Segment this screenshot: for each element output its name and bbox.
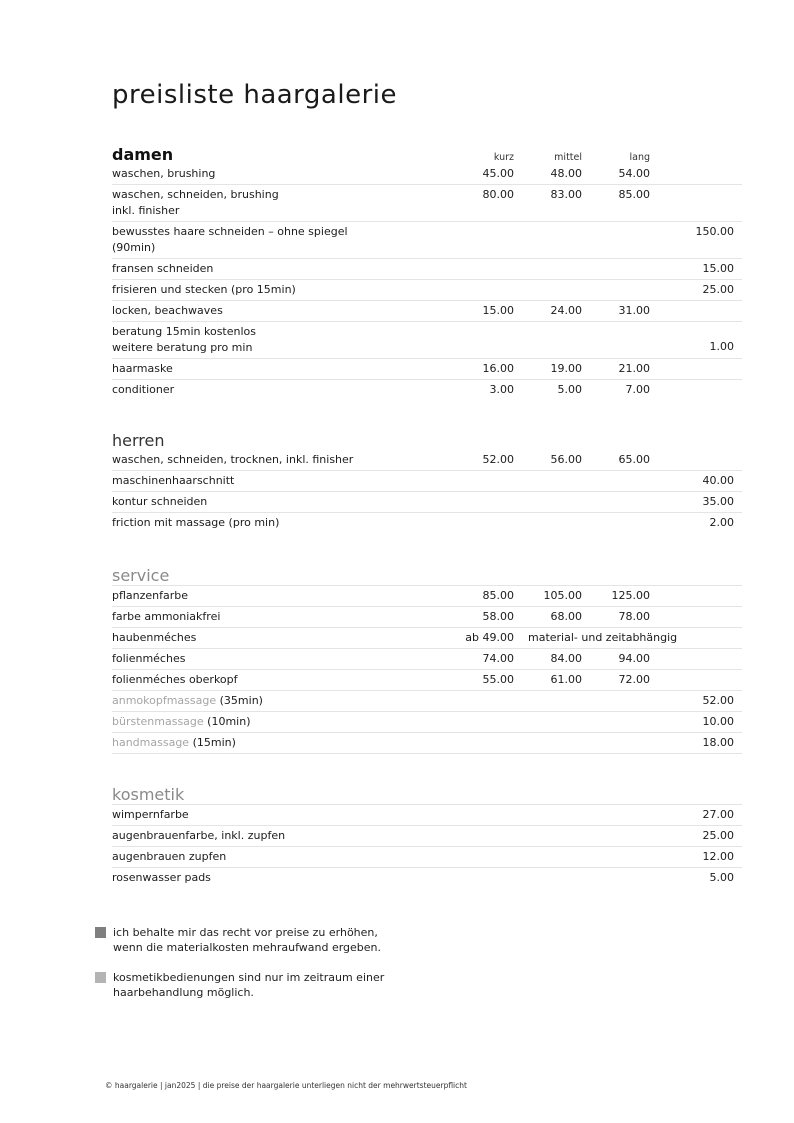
service-name-detail: inkl. finisher — [112, 204, 180, 217]
price-row — [112, 805, 742, 826]
price-row — [112, 164, 742, 185]
price-row — [112, 471, 742, 492]
price-single: 15.00 — [702, 262, 734, 275]
price-single: 10.00 — [702, 715, 734, 728]
price-row — [112, 185, 742, 222]
price-row — [112, 259, 742, 280]
section-herren — [112, 428, 742, 533]
service-name: beratung 15min kostenlos — [112, 325, 256, 338]
price-single: 35.00 — [702, 495, 734, 508]
column-header-kurz: kurz — [493, 152, 514, 163]
price-mittel: 61.00 — [550, 673, 582, 686]
price-single: 52.00 — [702, 694, 734, 707]
price-mittel: 56.00 — [550, 453, 582, 466]
price-single: 1.00 — [709, 340, 734, 353]
service-name: frisieren und stecken (pro 15min) — [112, 283, 296, 296]
service-name: waschen, schneiden, trocknen, inkl. finisher — [112, 453, 354, 466]
service-name: augenbrauenfarbe, inkl. zupfen — [112, 829, 286, 842]
price-mittel: 83.00 — [550, 188, 582, 201]
service-name: folienméches oberkopf — [112, 673, 238, 686]
bullet-square-icon — [95, 927, 106, 938]
price-kurz: 3.00 — [489, 383, 514, 396]
note-price-increase — [95, 925, 515, 955]
price-row — [112, 586, 742, 607]
section-service — [112, 563, 742, 754]
price-mittel: 68.00 — [550, 610, 582, 623]
note-line: wenn die materialkosten mehraufwand ergeben. — [113, 941, 382, 954]
price-row — [112, 607, 742, 628]
service-name: farbe ammoniakfrei — [112, 610, 221, 623]
price-single: 150.00 — [695, 225, 734, 238]
price-row — [112, 492, 742, 513]
service-name: locken, beachwaves — [112, 304, 223, 317]
price-single: 25.00 — [702, 829, 734, 842]
price-single: 27.00 — [702, 808, 734, 821]
section-title: kosmetik — [112, 785, 185, 804]
price-lang: 72.00 — [618, 673, 650, 686]
price-lang: 54.00 — [618, 167, 650, 180]
price-row — [112, 380, 742, 400]
service-name-muted: anmokopfmassage — [112, 694, 217, 707]
price-lang: 7.00 — [625, 383, 650, 396]
service-name: friction mit massage (pro min) — [112, 516, 280, 529]
service-name: waschen, brushing — [112, 167, 216, 180]
price-row — [112, 628, 742, 649]
price-mittel: 19.00 — [550, 362, 582, 375]
page-title: preisliste haargalerie — [112, 80, 397, 110]
service-name: maschinenhaarschnitt — [112, 474, 235, 487]
price-row — [112, 359, 742, 380]
price-lang: 125.00 — [611, 589, 650, 602]
price-mittel: 48.00 — [550, 167, 582, 180]
column-header-mittel: mittel — [554, 152, 582, 163]
service-name: rosenwasser pads — [112, 871, 211, 884]
service-name — [112, 693, 422, 709]
service-duration: (35min) — [216, 694, 263, 707]
price-single: 18.00 — [702, 736, 734, 749]
price-lang: 65.00 — [618, 453, 650, 466]
price-row — [112, 670, 742, 691]
column-header-lang: lang — [629, 152, 650, 163]
service-name: wimpernfarbe — [112, 808, 189, 821]
note-line: ich behalte mir das recht vor preise zu erhöhen, — [113, 926, 378, 939]
price-row — [112, 826, 742, 847]
service-name: augenbrauen zupfen — [112, 850, 227, 863]
price-note: material- und zeitabhängig — [528, 631, 678, 644]
price-single: 25.00 — [702, 283, 734, 296]
price-kurz: ab 49.00 — [465, 631, 514, 644]
section-title: herren — [112, 431, 165, 450]
price-row — [112, 847, 742, 868]
note-line: kosmetikbedienungen sind nur im zeitraum einer — [113, 971, 385, 984]
section-header — [112, 428, 742, 450]
price-kurz: 80.00 — [482, 188, 514, 201]
price-row — [112, 280, 742, 301]
section-header — [112, 142, 742, 164]
price-kurz: 85.00 — [482, 589, 514, 602]
price-mittel: 84.00 — [550, 652, 582, 665]
price-row — [112, 712, 742, 733]
price-kurz: 16.00 — [482, 362, 514, 375]
service-name: conditioner — [112, 383, 175, 396]
service-name: pflanzenfarbe — [112, 589, 189, 602]
price-lang: 85.00 — [618, 188, 650, 201]
service-name — [112, 735, 422, 751]
service-name-detail: (90min) — [112, 241, 156, 254]
price-row — [112, 301, 742, 322]
service-name: haubenméches — [112, 631, 197, 644]
service-name-detail: weitere beratung pro min — [112, 341, 253, 354]
price-kurz: 74.00 — [482, 652, 514, 665]
price-row — [112, 649, 742, 670]
price-lang: 31.00 — [618, 304, 650, 317]
service-name: folienméches — [112, 652, 186, 665]
service-name: kontur schneiden — [112, 495, 208, 508]
price-kurz: 45.00 — [482, 167, 514, 180]
price-single: 40.00 — [702, 474, 734, 487]
section-header — [112, 782, 742, 805]
price-single: 2.00 — [709, 516, 734, 529]
price-mittel: 24.00 — [550, 304, 582, 317]
service-name — [112, 714, 422, 730]
service-duration: (15min) — [189, 736, 236, 749]
service-name: bewusstes haare schneiden – ohne spiegel — [112, 225, 348, 238]
price-single: 5.00 — [709, 871, 734, 884]
price-lang: 21.00 — [618, 362, 650, 375]
section-damen — [112, 142, 742, 400]
price-row — [112, 322, 742, 359]
price-row — [112, 691, 742, 712]
footer: © haargalerie | jan2025 | die preise der haargalerie unterliegen nicht der mehrwertsteuerpflicht — [105, 1081, 467, 1090]
section-title: damen — [112, 145, 174, 164]
service-duration: (10min) — [203, 715, 251, 728]
service-name-muted: handmassage — [112, 736, 190, 749]
price-kurz: 58.00 — [482, 610, 514, 623]
price-mittel: 5.00 — [557, 383, 582, 396]
price-kurz: 15.00 — [482, 304, 514, 317]
note-kosmetik — [95, 970, 515, 1000]
price-row — [112, 513, 742, 533]
service-name: fransen schneiden — [112, 262, 214, 275]
price-kurz: 55.00 — [482, 673, 514, 686]
service-name: waschen, schneiden, brushing — [112, 188, 279, 201]
price-row — [112, 450, 742, 471]
price-row — [112, 222, 742, 259]
section-kosmetik — [112, 782, 742, 888]
service-name-muted: bürstenmassage — [112, 715, 204, 728]
service-name: haarmaske — [112, 362, 173, 375]
section-header — [112, 563, 742, 586]
price-single: 12.00 — [702, 850, 734, 863]
price-lang: 94.00 — [618, 652, 650, 665]
notes — [95, 925, 515, 1015]
price-row — [112, 733, 742, 754]
price-mittel: 105.00 — [543, 589, 582, 602]
price-row — [112, 868, 742, 888]
note-line: haarbehandlung möglich. — [113, 986, 254, 999]
section-title: service — [112, 566, 170, 585]
bullet-square-icon — [95, 972, 106, 983]
price-kurz: 52.00 — [482, 453, 514, 466]
price-lang: 78.00 — [618, 610, 650, 623]
